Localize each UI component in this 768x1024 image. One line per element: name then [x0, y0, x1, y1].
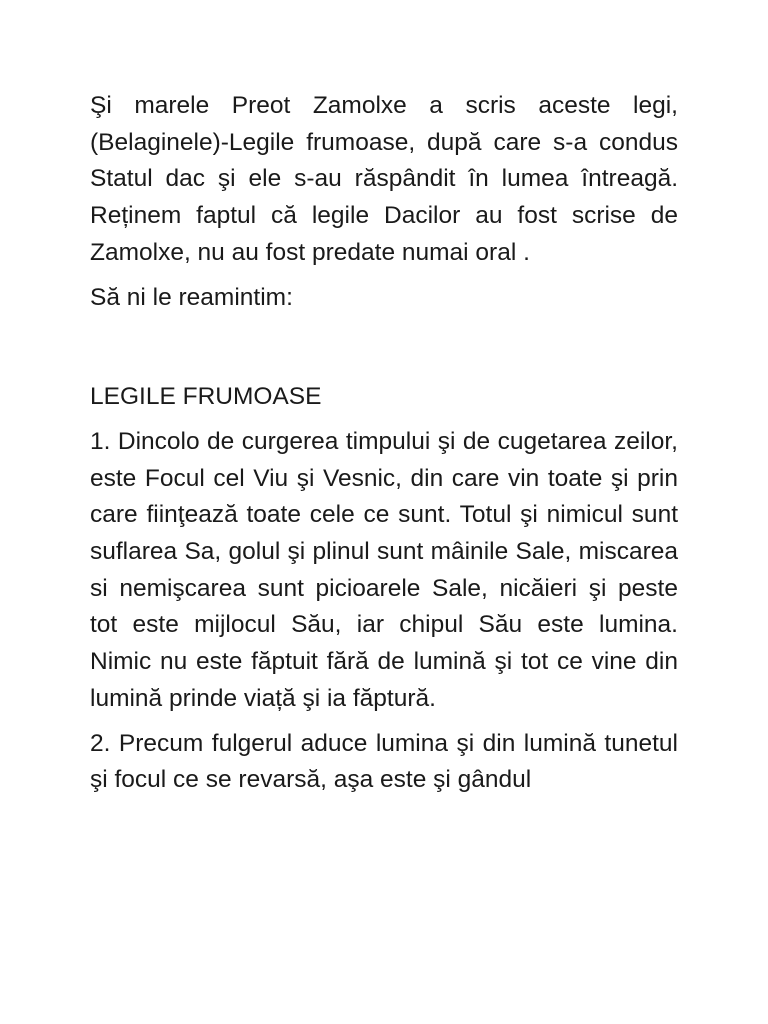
section-heading: LEGILE FRUMOASE: [90, 383, 322, 411]
law-paragraph-2: 2. Precum fulgerul aduce lumina şi din lumină tunetul şi focul ce se revarsă, aşa este şi gândul: [90, 729, 678, 794]
law-paragraph-1: 1. Dincolo de curgerea timpului şi de cugetarea zeilor, este Focul cel Viu şi Vesnic, din care vin toate şi prin care fiinţează toate cele ce sunt. Totul şi nimicul sunt suflarea Sa, golul şi plinul sunt mâinile Sale, miscarea si nemişcarea sunt picioarele Sale, nicăieri şi peste tot este mijlocul Său, iar chipul Său este lumina. Nimic nu este făptuit fără de lumină şi tot ce vine din lumină prinde viață şi ia făptură.: [90, 427, 678, 712]
reminder-line: Să ni le reamintim:: [90, 283, 293, 311]
intro-paragraph: Şi marele Preot Zamolxe a scris aceste legi, (Belaginele)-Legile frumoase, după care s-a condus Statul dac şi ele s-au răspândit în lumea întreagă. Reținem faptul că legile Dacilor au fost scrise de Zamolxe, nu au fost predate numai oral .: [90, 92, 678, 266]
